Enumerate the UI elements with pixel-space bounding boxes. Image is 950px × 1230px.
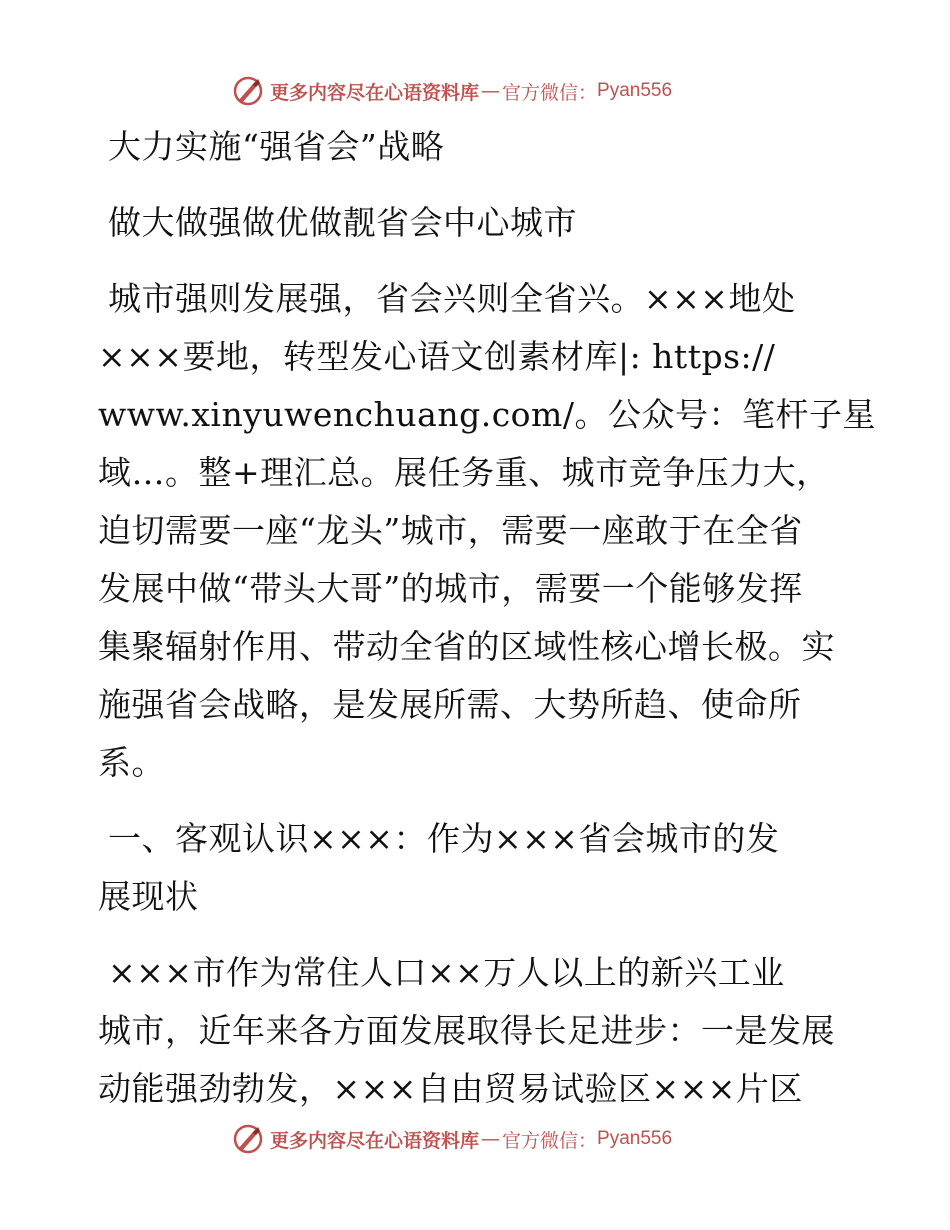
paragraph-line: www.xinyuwenchuang.com/。公众号：笔杆子星 [98, 395, 876, 434]
heading-line: 一、客观认识×××：作为×××省会城市的发 [108, 819, 780, 858]
paragraph-line: 动能强劲勃发，×××自由贸易试验区×××片区 [98, 1069, 803, 1108]
watermark-header [232, 71, 672, 111]
paragraph-line: ×××市作为常住人口××万人以上的新兴工业 [108, 953, 785, 992]
watermark-main-text: 更多内容尽在心语资料库 [270, 81, 480, 104]
paragraph-line: 发展中做“带头大哥”的城市，需要一个能够发挥 [98, 569, 803, 608]
paragraph-status [98, 944, 850, 1118]
watermark-label: 官方微信： [502, 1129, 598, 1152]
document-subtitle: 做大做强做优做靓省会中心城市 [108, 203, 577, 242]
paragraph-line: 集聚辐射作用、带动全省的区域性核心增长极。实 [98, 627, 835, 666]
watermark-dash: — [481, 80, 501, 102]
paragraph-line: 迫切需要一座“龙头”城市，需要一座敢于在全省 [98, 511, 803, 550]
paragraph-line: 城市，近年来各方面发展取得长足进步：一是发展 [98, 1011, 835, 1050]
watermark-id: Pyan556 [597, 1128, 673, 1149]
pen-logo-icon [232, 75, 264, 107]
document-title: 大力实施“强省会”战略 [108, 127, 445, 166]
watermark-footer [232, 1119, 672, 1159]
watermark-id: Pyan556 [597, 80, 673, 101]
paragraph-line: 城市强则发展强，省会兴则全省兴。×××地处 [108, 279, 796, 318]
watermark-dash: — [481, 1128, 501, 1150]
paragraph-intro [98, 270, 876, 792]
watermark-label: 官方微信： [502, 81, 598, 104]
document-body [98, 118, 876, 1118]
paragraph-line: 域…。整+理汇总。展任务重、城市竞争压力大， [98, 453, 830, 492]
paragraph-line: 系。 [98, 743, 165, 782]
paragraph-line: ×××要地，转型发心语文创素材库|: https:// [98, 337, 776, 376]
heading-line: 展现状 [98, 877, 199, 916]
pen-logo-icon [232, 1123, 264, 1155]
paragraph-line: 施强省会战略，是发展所需、大势所趋、使命所 [98, 685, 802, 724]
section-heading [98, 810, 850, 926]
watermark-main-text: 更多内容尽在心语资料库 [270, 1129, 480, 1152]
